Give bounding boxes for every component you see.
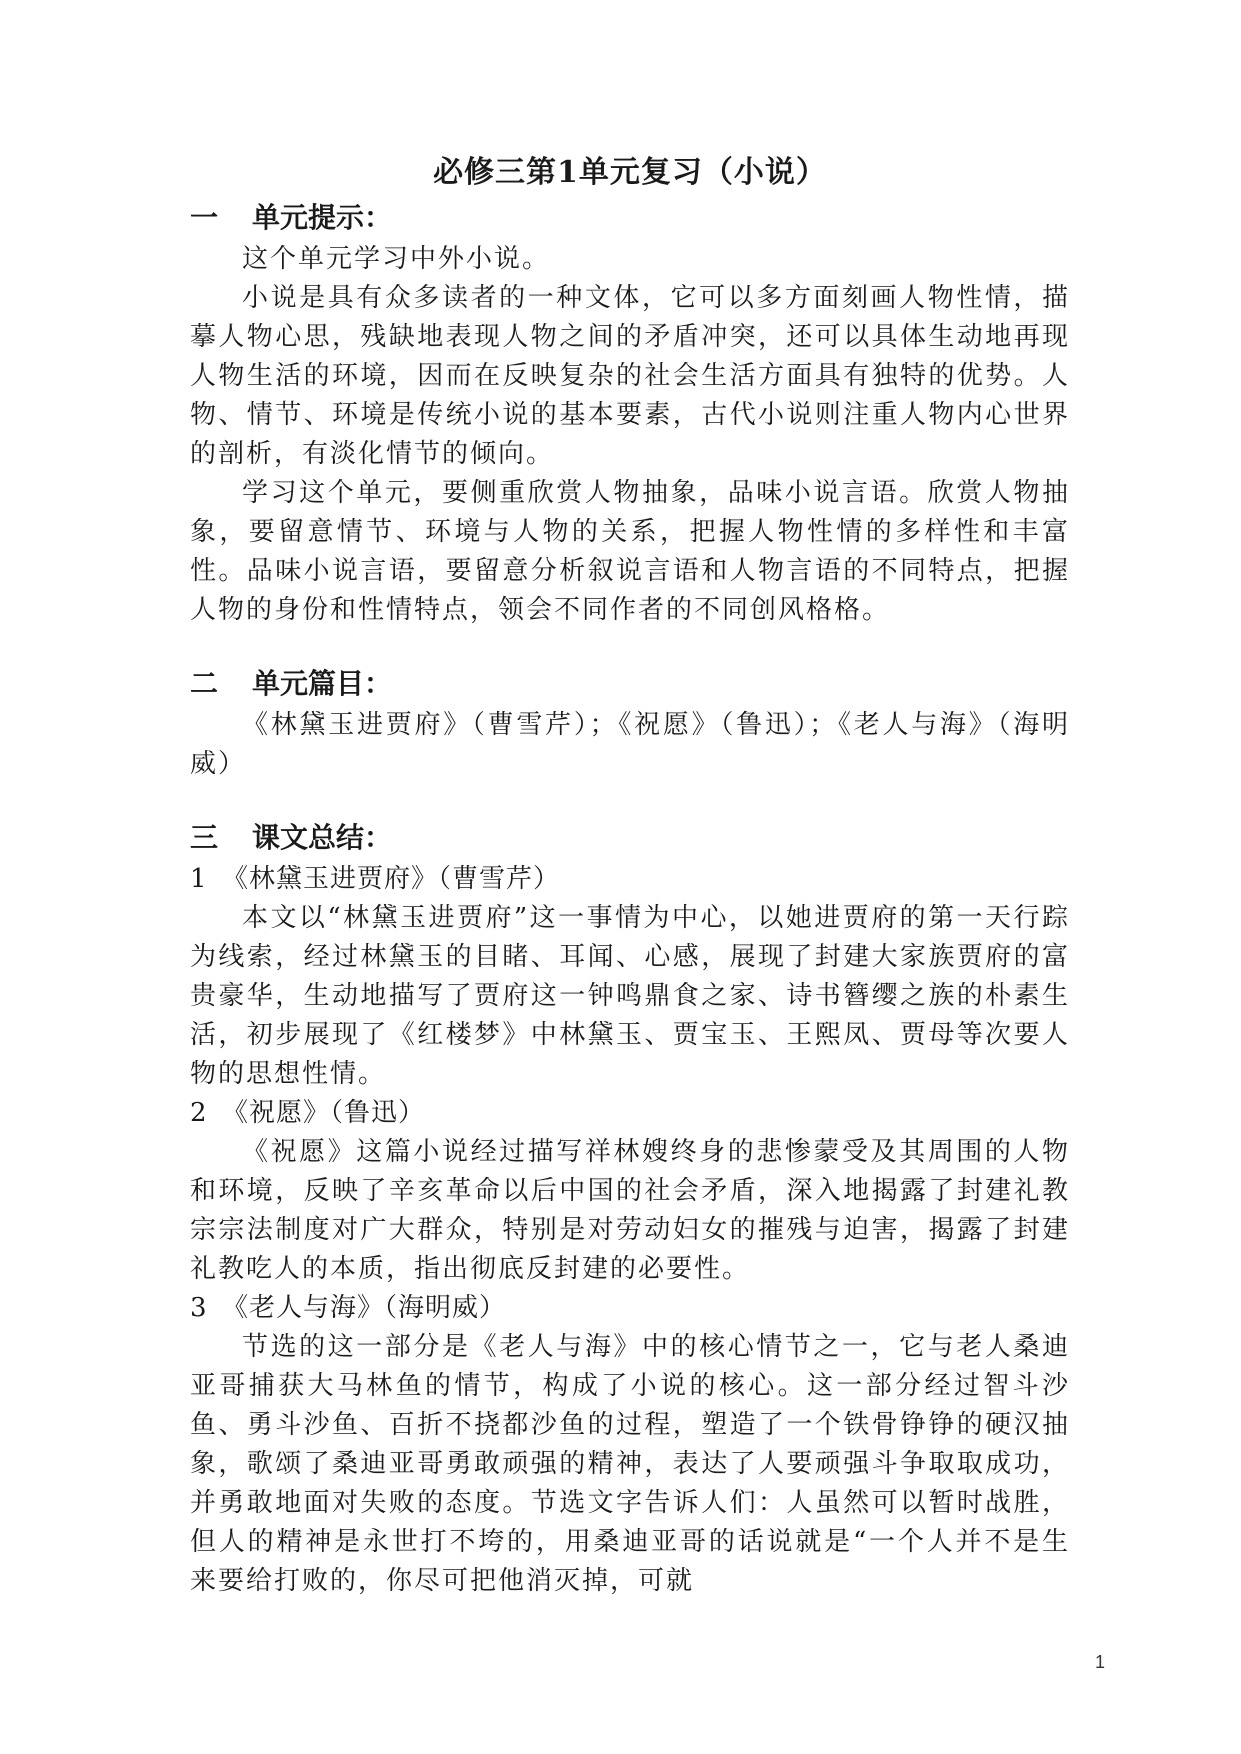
item-title: 《祝愿》（鲁迅） xyxy=(222,1098,426,1128)
section-heading-1 xyxy=(190,196,1070,240)
paragraph: 《祝愿》这篇小说经过描写祥林嫂终身的悲惨蒙受及其周围的人物和环境，反映了辛亥革命以后中国的社会矛盾，深入地揭露了封建礼教宗宗法制度对广大群众，特别是对劳动妇女的摧残与迫害，揭露了封建礼教吃人的本质，指出彻底反封建的必要性。 xyxy=(190,1137,1070,1284)
section-heading-2 xyxy=(190,662,1070,706)
subsection-title-3 xyxy=(190,1289,1070,1328)
subsection-title-2 xyxy=(190,1094,1070,1133)
section-number: 一 xyxy=(190,201,219,234)
page-number: 1 xyxy=(1094,1652,1105,1672)
section-title: 单元篇目： xyxy=(252,667,393,700)
paragraph: 小说是具有众多读者的一种文体，它可以多方面刻画人物性情，描摹人物心思，残缺地表现人物之间的矛盾冲突，还可以具体生动地再现人物生活的环境，因而在反映复杂的社会生活方面具有独特的优势。人物、情节、环境是传统小说的基本要素，古代小说则注重人物内心世界的剖析，有淡化情节的倾向。 xyxy=(190,283,1070,469)
document-body xyxy=(190,150,1070,1601)
spacer xyxy=(190,784,1070,816)
subsection-title-1 xyxy=(190,860,1070,899)
item-title: 《老人与海》（海明威） xyxy=(222,1293,507,1323)
item-number: 3 xyxy=(190,1293,208,1323)
section-number: 三 xyxy=(190,821,219,854)
paragraph: 学习这个单元，要侧重欣赏人物抽象，品味小说言语。欣赏人物抽象，要留意情节、环境与人物的关系，把握人物性情的多样性和丰富性。品味小说言语，要留意分析叙说言语和人物言语的不同特点，把握人物的身份和性情特点，领会不同作者的不同创风格格。 xyxy=(190,478,1070,625)
section-number: 二 xyxy=(190,667,219,700)
document-title: 必修三第1单元复习（小说） xyxy=(433,155,827,190)
section-title: 单元提示： xyxy=(252,201,393,234)
item-title: 《林黛玉进贾府》（曹雪芹） xyxy=(222,864,561,894)
paragraph: 《林黛玉进贾府》（曹雪芹）；《祝愿》（鲁迅）；《老人与海》（海明威） xyxy=(190,710,1070,779)
item-number: 1 xyxy=(190,864,208,894)
section-heading-3 xyxy=(190,816,1070,860)
paragraph: 本文以“林黛玉进贾府”这一事情为中心，以她进贾府的第一天行踪为线索，经过林黛玉的目睹、耳闻、心感，展现了封建大家族贾府的富贵豪华，生动地描写了贾府这一钟鸣鼎食之家、诗书簪缨之族的朴素生活，初步展现了《红楼梦》中林黛玉、贾宝玉、王熙凤、贾母等次要人物的思想性情。 xyxy=(190,903,1070,1089)
section-title: 课文总结： xyxy=(252,821,393,854)
paragraph: 这个单元学习中外小说。 xyxy=(242,244,551,274)
spacer xyxy=(190,630,1070,662)
paragraph: 节选的这一部分是《老人与海》中的核心情节之一，它与老人桑迪亚哥捕获大马林鱼的情节，构成了小说的核心。这一部分经过智斗沙鱼、勇斗沙鱼、百折不挠都沙鱼的过程，塑造了一个铁骨铮铮的硬汉抽象，歌颂了桑迪亚哥勇敢顽强的精神，表达了人要顽强斗争取取成功，并勇敢地面对失败的态度。节选文字告诉人们：人虽然可以暂时战胜，但人的精神是永世打不垮的，用桑迪亚哥的话说就是“一个人并不是生来要给打败的，你尽可把他消灭掉，可就 xyxy=(190,1332,1070,1596)
item-number: 2 xyxy=(190,1098,208,1128)
